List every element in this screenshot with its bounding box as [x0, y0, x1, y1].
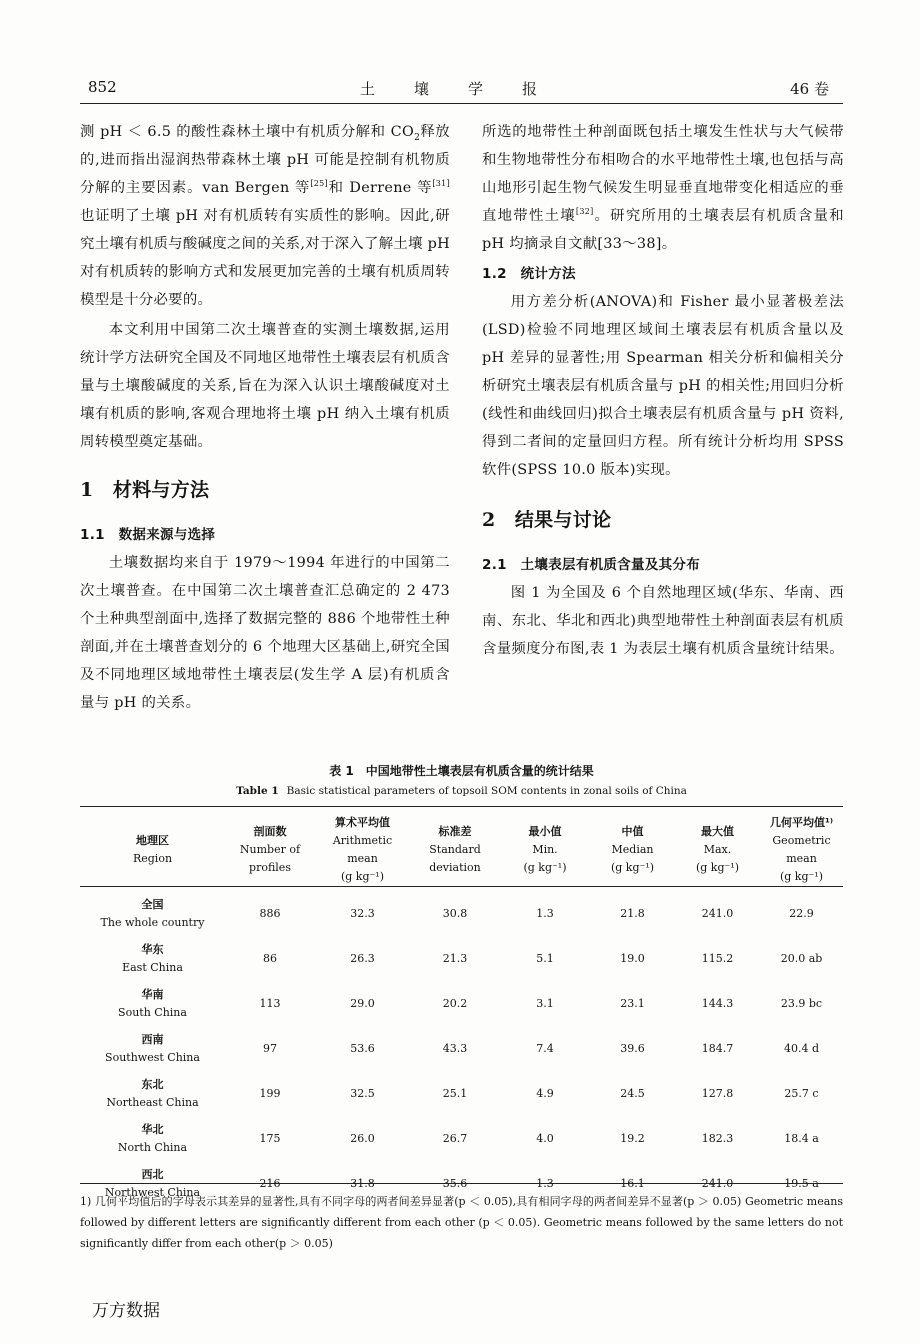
header-line: (g kg⁻¹) [340, 870, 385, 883]
table-header-row [80, 814, 843, 887]
region-name-zh: 华东 [141, 942, 164, 956]
region-name-zh: 全国 [141, 897, 164, 911]
region-name-zh: 西南 [141, 1032, 164, 1046]
value-cell-max: 144.3 [701, 997, 734, 1010]
right-paragraph-2: 用方差分析(ANOVA)和 Fisher 最小显著极差法(LSD)检验不同地理区域间土壤表层有机质含量以及 pH 差异的显著性;用 Spearman 相关分析和偏相关分析研究土壤表层有机质含量与 pH 的相关性;用回归分析(线性和曲线回归)拟合土壤表层有机质含量与 pH 资料,得到二者间的定量回归方程。所有统计分析均用 SPSS 软件(SPSS 10.0 版本)实现。 [482, 294, 844, 478]
value-cell-median: 19.2 [620, 1132, 645, 1145]
table-row [80, 1026, 843, 1071]
value-cell-median: 21.8 [620, 907, 645, 920]
value-cell-min: 3.1 [536, 997, 554, 1010]
table-caption-zh: 表 1 中国地带性土壤表层有机质含量的统计结果 [329, 764, 594, 778]
value-cell-mean: 31.8 [350, 1177, 375, 1190]
table-bottom-rule [80, 1183, 843, 1184]
value-cell-gmean: 22.9 [789, 907, 814, 920]
page-number: 852 [88, 78, 117, 96]
header-line: 标准差 [438, 825, 472, 838]
value-cell-max: 184.7 [701, 1042, 734, 1055]
value-cell-median: 39.6 [620, 1042, 645, 1055]
value-cell-max: 115.2 [701, 952, 734, 965]
value-cell-n: 113 [259, 997, 281, 1010]
region-name-zh: 华南 [141, 987, 164, 1001]
header-line: mean [347, 852, 378, 865]
region-name-zh: 西北 [141, 1167, 164, 1181]
region-cell [80, 887, 225, 937]
region-cell [80, 1026, 225, 1071]
value-cell-max: 241.0 [701, 1177, 734, 1190]
left-paragraph-2: 本文利用中国第二次土壤普查的实测土壤数据,运用统计学方法研究全国及不同地区地带性土壤表层有机质含量与土壤酸碱度的关系,旨在为深入认识土壤酸碱度对土壤有机质的影响,客观合理地将土壤 pH 纳入土壤有机质周转模型奠定基础。 [80, 322, 450, 450]
section-1-heading: 1 材料与方法 [80, 479, 210, 501]
table-header-cell [760, 814, 843, 887]
table-top-rule [80, 806, 843, 807]
running-header [80, 74, 843, 102]
header-line: Geometric mean [772, 834, 831, 865]
table-caption-en: Table 1 Basic statistical parameters of topsoil SOM contents in zonal soils of China [236, 785, 687, 797]
region-cell [80, 981, 225, 1026]
value-cell-gmean: 19.5 a [784, 1177, 819, 1190]
header-line: Region [132, 852, 173, 865]
section-1-2-heading: 1.2 统计方法 [482, 266, 576, 282]
value-cell-gmean: 20.0 ab [780, 952, 823, 965]
value-cell-gmean: 40.4 d [783, 1042, 820, 1055]
right-column [482, 118, 844, 663]
header-line: (g kg⁻¹) [523, 861, 567, 874]
value-cell-n: 199 [259, 1087, 281, 1100]
value-cell-n: 86 [263, 952, 277, 965]
value-cell-max: 241.0 [701, 907, 734, 920]
header-line: 最大值 [701, 825, 734, 838]
header-line: (g kg⁻¹) [779, 870, 824, 883]
region-name-zh: 东北 [141, 1077, 164, 1091]
table-header-cell [410, 814, 500, 887]
region-name-en: East China [122, 960, 183, 974]
value-cell-mean: 26.3 [350, 952, 375, 965]
table-row [80, 981, 843, 1026]
value-cell-median: 19.0 [620, 952, 645, 965]
header-line: 地理区 [136, 834, 169, 847]
statistics-table [80, 814, 843, 1206]
value-cell-sd: 20.2 [442, 997, 468, 1010]
value-cell-n: 97 [263, 1042, 277, 1055]
value-cell-sd: 21.3 [442, 952, 468, 965]
header-line: 剖面数 [253, 825, 287, 838]
value-cell-median: 23.1 [620, 997, 645, 1010]
header-line: profiles [249, 861, 291, 874]
footnote-zh: 1) 几何平均值后的字母表示其差异的显著性,具有不同字母的两者间差异显著(p ＜ 0.05),具有相同字母的两者间差异不显著(p ＞ 0.05) [80, 1195, 742, 1208]
header-line: (g kg⁻¹) [610, 861, 655, 874]
region-name-en: The whole country [100, 915, 205, 929]
region-name-zh: 华北 [141, 1122, 164, 1136]
table-header-cell [80, 814, 225, 887]
value-cell-sd: 26.7 [442, 1132, 468, 1145]
value-cell-sd: 25.1 [442, 1087, 468, 1100]
value-cell-median: 16.1 [620, 1177, 645, 1190]
left-paragraph-3: 土壤数据均来自于 1979～1994 年进行的中国第二次土壤普查。在中国第二次土壤普查汇总确定的 2 473 个土种典型剖面中,选择了数据完整的 886 个地带性土种剖面,并在土壤普查划分的 6 个地理大区基础上,研究全国及不同地理区域地带性土壤表层(发生学 A 层)有机质含量与 pH 的关系。 [80, 555, 450, 711]
value-cell-mean: 53.6 [350, 1042, 375, 1055]
value-cell-n: 886 [259, 907, 281, 920]
header-line: 几何平均值¹⁾ [770, 816, 833, 829]
region-name-en: Northwest China [104, 1185, 201, 1199]
header-line: 最小值 [528, 825, 562, 838]
value-cell-max: 127.8 [701, 1087, 734, 1100]
header-line: (g kg⁻¹) [695, 861, 740, 874]
value-cell-gmean: 18.4 a [784, 1132, 819, 1145]
section-2-1-heading: 2.1 土壤表层有机质含量及其分布 [482, 557, 701, 573]
table-row [80, 1116, 843, 1161]
journal-title: 土 壤 学 报 [360, 80, 550, 98]
region-cell [80, 1116, 225, 1161]
value-cell-min: 4.9 [536, 1087, 554, 1100]
footnote-en: Geometric means followed by different letters are significantly different from each other (p ＜ 0.05). Geometric means followed by the same letters do not significantly differ from each other(p ＞ 0.05) [80, 1195, 843, 1250]
table-row [80, 936, 843, 981]
table-header-cell [590, 814, 675, 887]
table-row [80, 1071, 843, 1116]
table-header-cell [315, 814, 410, 887]
value-cell-gmean: 23.9 bc [780, 997, 823, 1010]
header-line: Arithmetic [332, 834, 393, 847]
region-cell [80, 1071, 225, 1116]
region-name-en: Southwest China [105, 1050, 200, 1064]
value-cell-min: 5.1 [536, 952, 554, 965]
right-paragraph-1: 所选的地带性土种剖面既包括土壤发生性状与大气候带和生物地带性分布相吻合的水平地带性土壤,也包括与高山地形引起生物气候发生明显垂直地带变化相适应的垂直地带性土壤[32]。研究所用的土壤表层有机质含量和 pH 均摘录自文献[33～38]。 [482, 124, 844, 252]
value-cell-min: 1.3 [536, 1177, 554, 1190]
value-cell-min: 4.0 [536, 1132, 554, 1145]
value-cell-gmean: 25.7 c [784, 1087, 819, 1100]
value-cell-mean: 29.0 [350, 997, 375, 1010]
right-paragraph-3: 图 1 为全国及 6 个自然地理区域(华东、华南、西南、东北、华北和西北)典型地带性土种剖面表层有机质含量频度分布图,表 1 为表层土壤有机质含量统计结果。 [482, 585, 844, 657]
region-name-en: South China [118, 1005, 187, 1019]
region-cell [80, 936, 225, 981]
value-cell-max: 182.3 [701, 1132, 734, 1145]
header-line: Standard [429, 843, 481, 856]
left-column [80, 118, 450, 717]
value-cell-mean: 26.0 [350, 1132, 375, 1145]
table-header-cell [225, 814, 315, 887]
value-cell-median: 24.5 [620, 1087, 645, 1100]
header-line: Number of [239, 843, 301, 856]
header-line: Median [611, 843, 654, 856]
header-line: Min. [532, 843, 558, 856]
region-name-en: Northeast China [106, 1095, 199, 1109]
section-1-1-heading: 1.1 数据来源与选择 [80, 527, 216, 543]
section-2-heading: 2 结果与讨论 [482, 509, 612, 531]
table-footnote [80, 1191, 843, 1254]
value-cell-sd: 30.8 [442, 907, 468, 920]
value-cell-sd: 43.3 [442, 1042, 468, 1055]
value-cell-n: 175 [259, 1132, 281, 1145]
value-cell-min: 7.4 [536, 1042, 554, 1055]
value-cell-mean: 32.3 [350, 907, 375, 920]
header-line: Max. [703, 843, 732, 856]
volume-number: 46 卷 [790, 80, 829, 98]
header-line: 算术平均值 [335, 816, 390, 829]
value-cell-sd: 35.6 [442, 1177, 468, 1190]
header-line: deviation [429, 861, 481, 874]
watermark-text: 万方数据 [92, 1301, 160, 1321]
value-cell-mean: 32.5 [350, 1087, 375, 1100]
header-line: 中值 [621, 825, 644, 838]
table-header-cell [500, 814, 590, 887]
header-rule [80, 103, 843, 104]
value-cell-min: 1.3 [536, 907, 554, 920]
left-paragraph-1: 测 pH ＜ 6.5 的酸性森林土壤中有机质分解和 $CO_2$释放的,进而指出湿润热带森林土壤 pH 可能是控制有机物质分解的主要因素。van Bergen 等[25]和 Derrene 等[31]也证明了土壤 pH 对有机质转有实质性的影响。因此,研究土壤有机质与酸碱度之间的关系,对于深入了解土壤 pH 对有机质转的影响方式和发展更加完善的土壤有机质周转模型是十分必要的。 [80, 124, 450, 308]
region-name-en: North China [117, 1140, 188, 1154]
table-row [80, 887, 843, 937]
table-header-cell [675, 814, 760, 887]
value-cell-n: 216 [259, 1177, 281, 1190]
